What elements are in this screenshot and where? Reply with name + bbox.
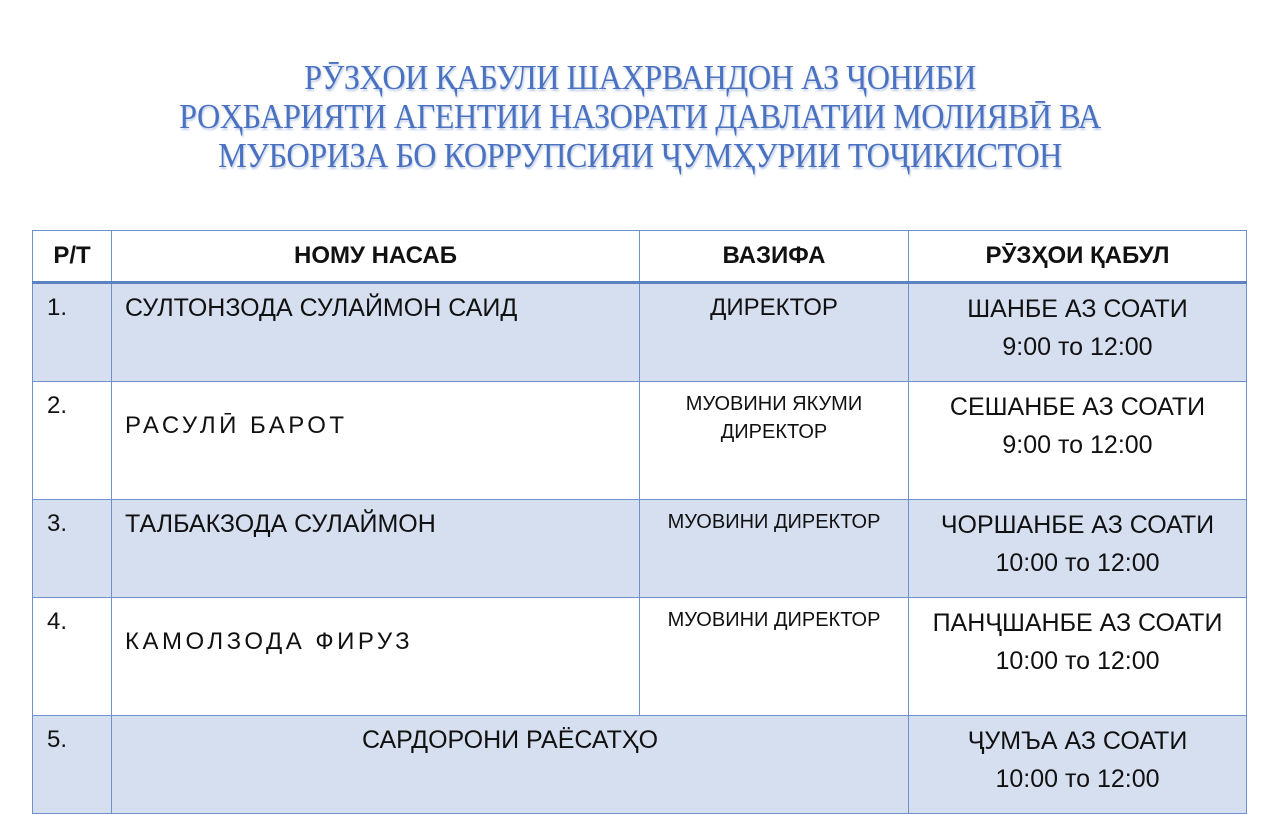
reception-day: СЕШАНБЕ АЗ СОАТИ bbox=[949, 393, 1206, 421]
row-number: 4. bbox=[33, 598, 112, 716]
table-row bbox=[33, 283, 1247, 382]
reception-day: ШАНБЕ АЗ СОАТИ bbox=[967, 295, 1188, 323]
reception-time bbox=[909, 283, 1247, 382]
position: ДИРЕКТОР bbox=[640, 283, 909, 382]
position bbox=[640, 382, 909, 500]
person-name: САРДОРОНИ РАЁСАТҲО bbox=[112, 716, 909, 814]
table-row bbox=[33, 382, 1247, 500]
person-name: ТАЛБАКЗОДА СУЛАЙМОН bbox=[112, 500, 640, 598]
table-row bbox=[33, 598, 1247, 716]
reception-day: ПАНҶШАНБЕ АЗ СОАТИ bbox=[932, 609, 1223, 637]
row-number: 5. bbox=[33, 716, 112, 814]
person-name: РАСУЛӢ БАРОТ bbox=[112, 382, 640, 500]
page-title bbox=[51, 58, 1229, 175]
person-name: КАМОЛЗОДА ФИРУЗ bbox=[112, 598, 640, 716]
reception-time bbox=[909, 500, 1247, 598]
header-position: ВАЗИФА bbox=[640, 231, 909, 283]
row-number: 3. bbox=[33, 500, 112, 598]
reception-hours: 9:00 то 12:00 bbox=[1002, 333, 1153, 361]
reception-hours: 10:00 то 12:00 bbox=[995, 765, 1160, 793]
title-line-1: РӮЗҲОИ ҚАБУЛИ ШАҲРВАНДОН АЗ ҶОНИБИ bbox=[304, 58, 976, 97]
table-header-row bbox=[33, 231, 1247, 283]
position: МУОВИНИ ДИРЕКТОР bbox=[640, 598, 909, 716]
reception-time bbox=[909, 382, 1247, 500]
person-name: СУЛТОНЗОДА СУЛАЙМОН САИД bbox=[112, 283, 640, 382]
reception-hours: 10:00 то 12:00 bbox=[995, 647, 1160, 675]
position: МУОВИНИ ДИРЕКТОР bbox=[640, 500, 909, 598]
reception-hours: 10:00 то 12:00 bbox=[995, 549, 1160, 577]
header-reception-days: РӮЗҲОИ ҚАБУЛ bbox=[909, 231, 1247, 283]
reception-hours: 9:00 то 12:00 bbox=[1002, 431, 1153, 459]
reception-schedule-table bbox=[32, 230, 1247, 814]
reception-day: ЧОРШАНБЕ АЗ СОАТИ bbox=[940, 511, 1215, 539]
header-number: Р/Т bbox=[33, 231, 112, 283]
reception-day: ҶУМЪА АЗ СОАТИ bbox=[967, 727, 1188, 755]
title-line-3: МУБОРИЗА БО КОРРУПСИЯИ ҶУМҲУРИИ ТОҶИКИСТОН bbox=[218, 136, 1062, 175]
header-name: НОМУ НАСАБ bbox=[112, 231, 640, 283]
position-text: МУОВИНИ ЯКУМИ ДИРЕКТОР bbox=[685, 393, 863, 443]
title-line-2: РОҲБАРИЯТИ АГЕНТИИ НАЗОРАТИ ДАВЛАТИИ МОЛИЯВӢ ВА bbox=[179, 97, 1101, 136]
reception-time bbox=[909, 598, 1247, 716]
row-number: 1. bbox=[33, 283, 112, 382]
table-row bbox=[33, 500, 1247, 598]
row-number: 2. bbox=[33, 382, 112, 500]
